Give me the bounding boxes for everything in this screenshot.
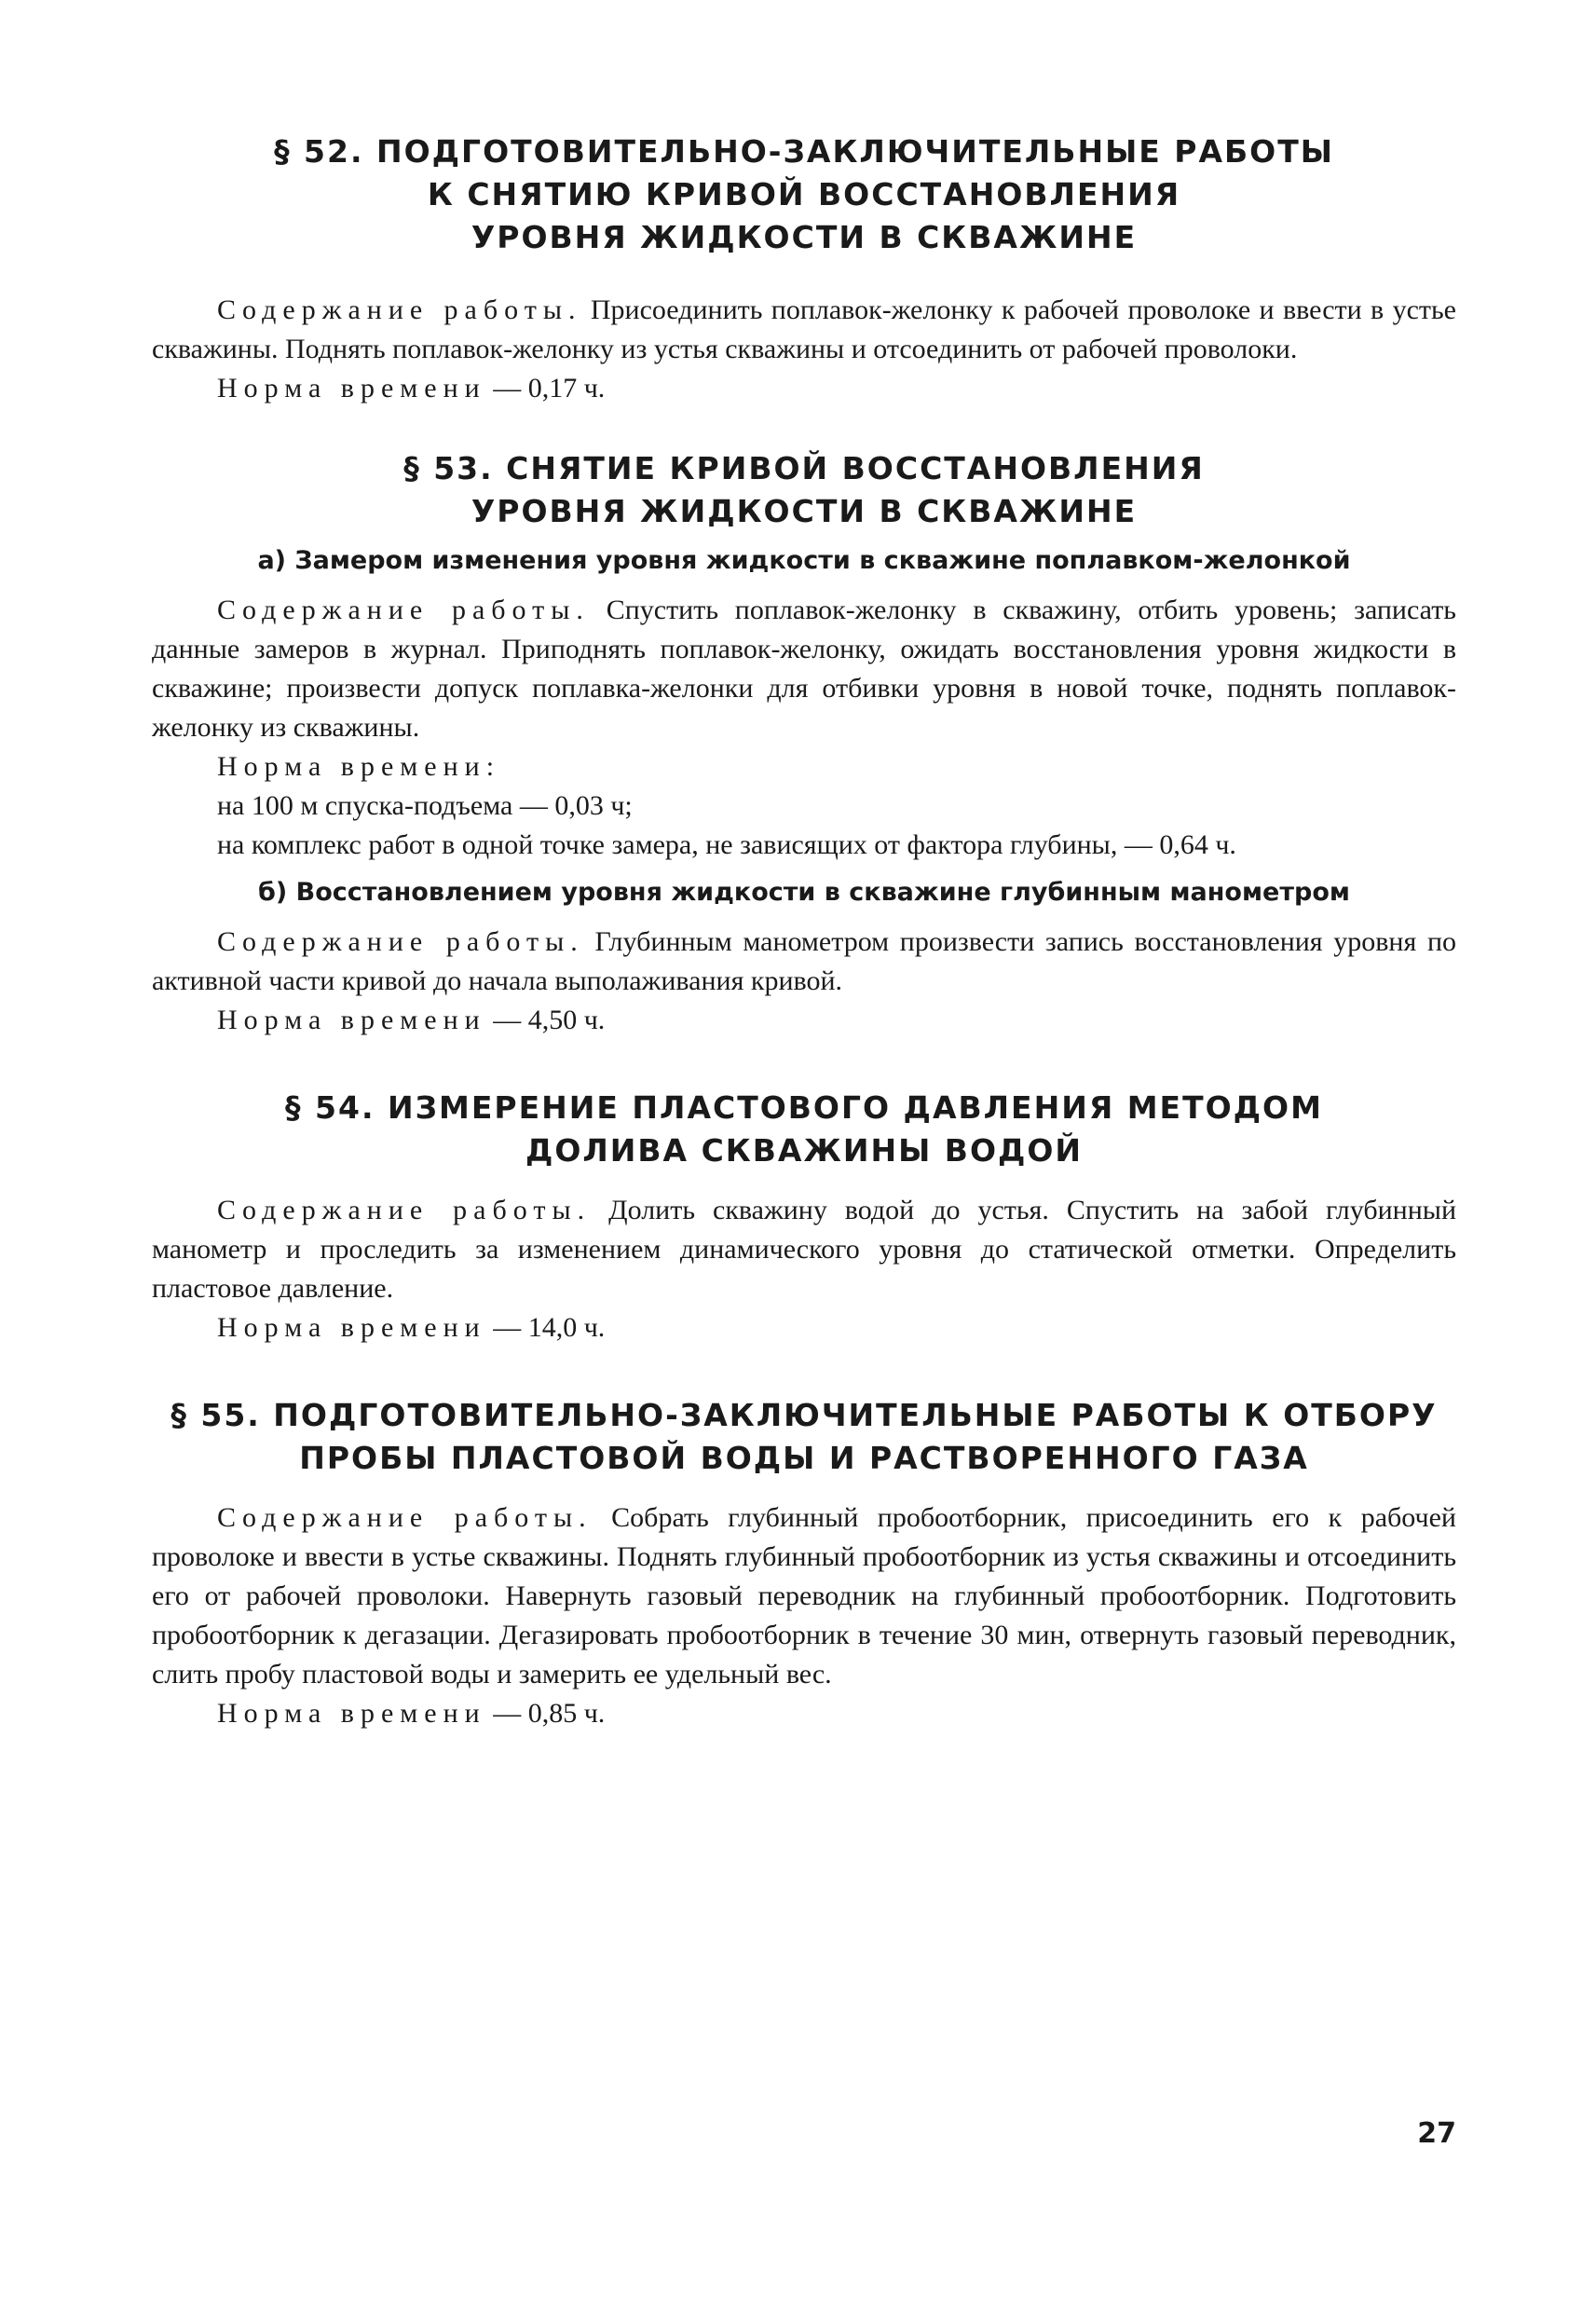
section-52-norm: Норма времени — 0,17 ч.	[217, 373, 606, 404]
section-55-heading: § 55. ПОДГОТОВИТЕЛЬНО-ЗАКЛЮЧИТЕЛЬНЫЕ РАБОТЫ К ОТБОРУ ПРОБЫ ПЛАСТОВОЙ ВОДЫ И РАСТВОРЕННОГО ГАЗА	[171, 1397, 1438, 1476]
section-53a-content: Содержание работы. Спустить поплавок-желонку в скважину, отбить уровень; записать данные замеров в журнал. Приподнять поплавок-желонку, ожидать восстановления уровня жидкости в скважине; произвести допуск поплавка-желонки для отбивки уровня в новой точке, поднять поплавок-желонку из скважины.	[152, 595, 1456, 743]
section-53a-norm-label: Норма времени:	[217, 751, 501, 782]
section-54-norm: Норма времени — 14,0 ч.	[217, 1312, 606, 1343]
section-53-subheading-a: а) Замером изменения уровня жидкости в скважине поплавком-желонкой	[257, 546, 1351, 575]
section-54-content: Содержание работы. Долить скважину водой до устья. Спустить на забой глубинный манометр и проследить за изменением динамического уровня до статической отметки. Определить пластовое давление.	[152, 1195, 1456, 1304]
section-53b-norm: Норма времени — 4,50 ч.	[217, 1005, 606, 1035]
section-53a-norm-line-2: на комплекс работ в одной точке замера, не зависящих от фактора глубины, — 0,64 ч.	[217, 829, 1236, 860]
section-53-heading: § 53. СНЯТИЕ КРИВОЙ ВОССТАНОВЛЕНИЯ УРОВНЯ ЖИДКОСТИ В СКВАЖИНЕ	[403, 450, 1205, 529]
section-55-norm: Норма времени — 0,85 ч.	[217, 1698, 606, 1729]
section-55-content: Содержание работы. Собрать глубинный пробоотборник, присоединить его к рабочей проволоке и ввести в устье скважины. Поднять глубинный пробоотборник из устья скважины и отсоединить его от рабочей проволоки. Навернуть газовый переводник на глубинный пробоотборник. Подготовить пробоотборник к дегазации. Дегазировать пробоотборник в течение 30 мин, отвернуть газовый переводник, слить пробу пластовой воды и замерить ее удельный вес.	[152, 1502, 1456, 1690]
section-53-subheading-b: б) Восстановлением уровня жидкости в скважине глубинным манометром	[258, 878, 1350, 907]
section-53b-content: Содержание работы. Глубинным манометром произвести запись восстановления уровня по активной части кривой до начала выполаживания кривой.	[152, 926, 1456, 996]
section-53a-norm-line-1: на 100 м спуска-подъема — 0,03 ч;	[217, 790, 633, 821]
section-52-heading: § 52. ПОДГОТОВИТЕЛЬНО-ЗАКЛЮЧИТЕЛЬНЫЕ РАБОТЫ К СНЯТИЮ КРИВОЙ ВОССТАНОВЛЕНИЯ УРОВНЯ ЖИДКОСТИ В СКВАЖИНЕ	[274, 133, 1334, 255]
section-54-heading: § 54. ИЗМЕРЕНИЕ ПЛАСТОВОГО ДАВЛЕНИЯ МЕТОДОМ ДОЛИВА СКВАЖИНЫ ВОДОЙ	[285, 1089, 1323, 1169]
page-number: 27	[1417, 2117, 1456, 2150]
section-52-content: Содержание работы. Присоединить поплавок-желонку к рабочей проволоке и ввести в устье скважины. Поднять поплавок-желонку из устья скважины и отсоединить от рабочей проволоки.	[152, 294, 1456, 364]
